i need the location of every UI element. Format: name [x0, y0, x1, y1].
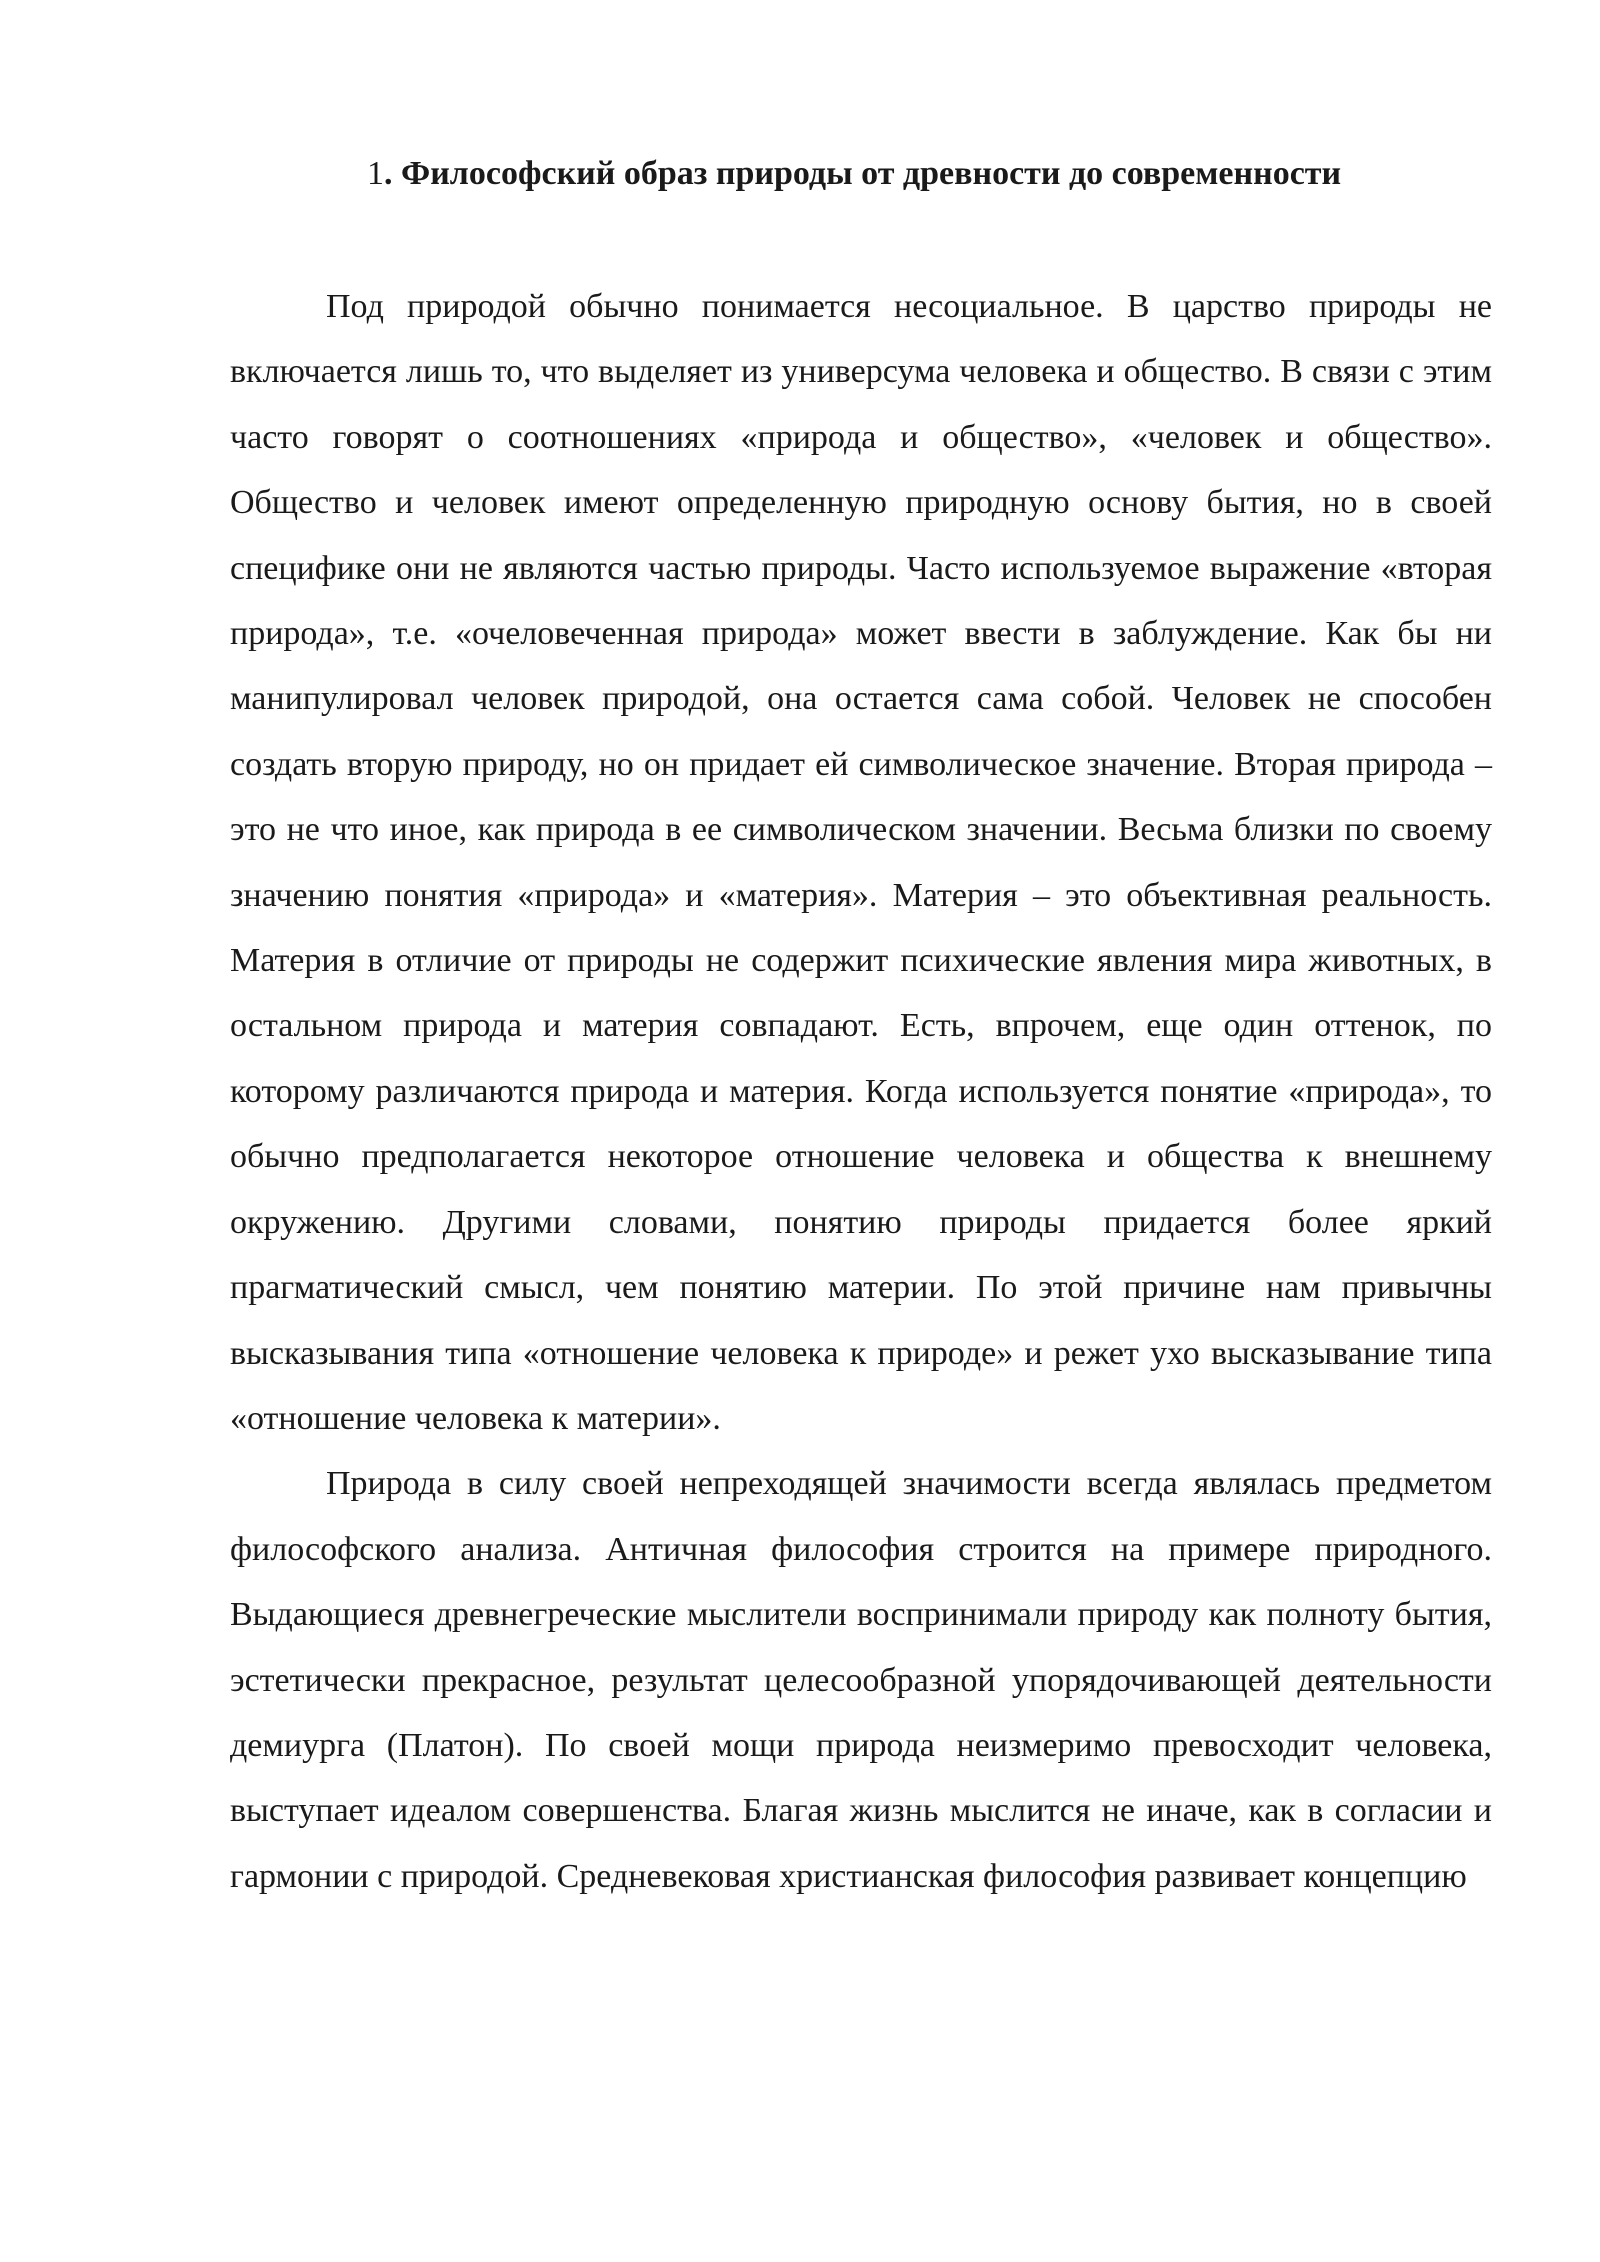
section-heading: [367, 150, 1341, 198]
section-title: . Философский образ природы от древности до современности: [384, 155, 1342, 192]
body-text: [230, 274, 1492, 1909]
paragraph-2: Природа в силу своей непреходящей значимости всегда являлась предметом философского анализа. Античная философия строится на примере природного. Выдающиеся древнегреческие мыслители воспринимали природу как полноту бытия, эстетически прекрасное, результат целесообразной упорядочивающей деятельности демиурга (Платон). По своей мощи природа неизмеримо превосходит человека, выступает идеалом совершенства. Благая жизнь мыслится не иначе, как в согласии и гармонии с природой. Средневековая христианская философия развивает концепцию: [230, 1465, 1492, 1895]
section-number: 1: [367, 155, 384, 192]
paragraph-1: Под природой обычно понимается несоциальное. В царство природы не включается лишь то, что выделяет из универсума человека и общество. В связи с этим часто говорят о соотношениях «природа и общество», «человек и общество». Общество и человек имеют определенную природную основу бытия, но в своей специфике они не являются частью природы. Часто используемое выражение «вторая природа», т.е. «очеловеченная природа» может ввести в заблуждение. Как бы ни манипулировал человек природой, она остается сама собой. Человек не способен создать вторую природу, но он придает ей символическое значение. Вторая природа – это не что иное, как природа в ее символическом значении. Весьма близки по своему значению понятия «природа» и «материя». Материя – это объективная реальность. Материя в отличие от природы не содержит психические явления мира животных, в остальном природа и материя совпадают. Есть, впрочем, еще один оттенок, по которому различаются природа и материя. Когда используется понятие «природа», то обычно предполагается некоторое отношение человека и общества к внешнему окружению. Другими словами, понятию природы придается более яркий прагматический смысл, чем понятию материи. По этой причине нам привычны высказывания типа «отношение человека к природе» и режет ухо высказывание типа «отношение человека к материи».: [230, 288, 1492, 1437]
